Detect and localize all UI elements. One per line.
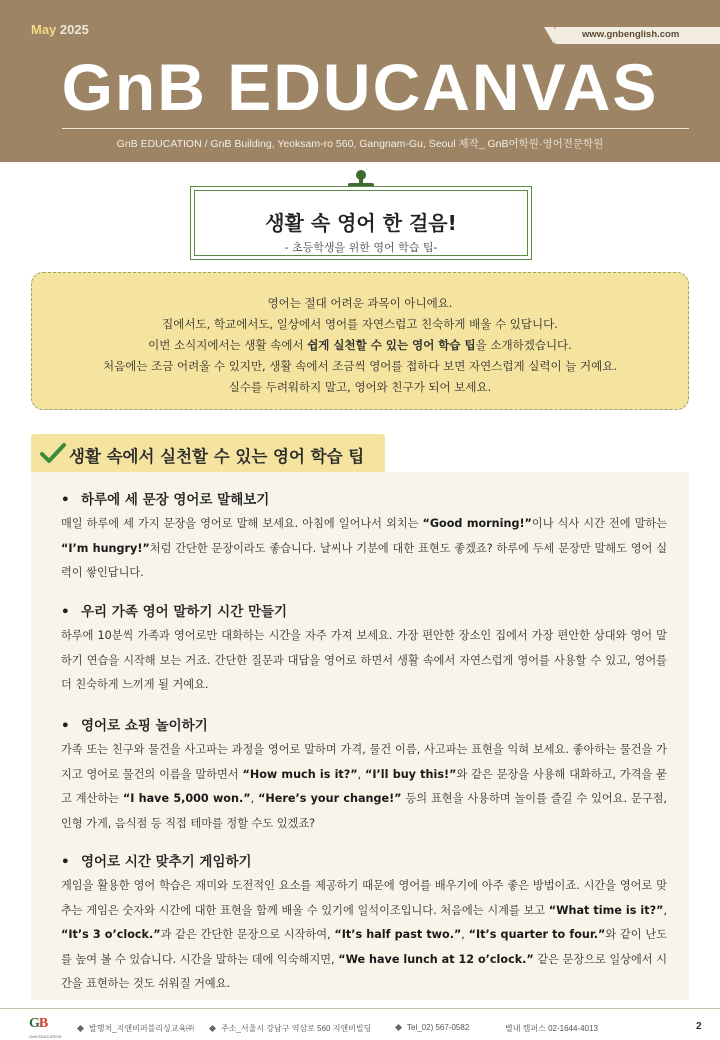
article-subtitle: - 초등학생을 위한 영어 학습 팁-	[284, 241, 438, 254]
diamond-icon	[77, 1025, 84, 1032]
tip-title: • 우리 가족 영어 말하기 시간 만들기	[61, 604, 288, 620]
footer-publisher: 발행처_지앤비퍼블리싱교육㈜	[78, 1023, 194, 1034]
newsletter-title: GnB EDUCANVAS	[61, 50, 659, 124]
publisher-info: GnB EDUCATION / GnB Building, Yeoksam-ro 560, Gangnam-Gu, Seoul 제작_ GnB어학원·영어전문학원	[116, 138, 604, 150]
tip-title: • 영어로 시간 맞추기 게임하기	[61, 854, 252, 870]
page-number: 2	[696, 1021, 702, 1032]
gnb-logo: GB	[29, 1016, 48, 1031]
tip-title: • 하루에 세 문장 영어로 말해보기	[61, 492, 270, 508]
section-title: 생활 속에서 실천할 수 있는 영어 학습 팁	[69, 447, 365, 466]
intro-line: 실수를 두려워하지 말고, 영어와 친구가 되어 보세요.	[228, 380, 492, 394]
intro-line: 집에서도, 학교에서도, 일상에서 영어를 자연스럽고 친숙하게 배울 수 있답니다.	[162, 317, 558, 331]
footer-campus: 별내 캠퍼스 02-1644-4013	[505, 1024, 598, 1033]
logo-caption: GnB EDUCATION	[29, 1034, 62, 1039]
tip-item	[61, 850, 667, 997]
tip-body: 게임을 활용한 영어 학습은 재미와 도전적인 요소를 제공하기 때문에 영어를 배우기에 아주 좋은 방법이죠. 시간을 영어로 맞추는 게임은 숫자와 시간에 대한 표현을 함께 배울 수 있기에 일석이조입니다. 처음에는 시계를 보고 “What time is it?”, “It’s 3 o’clock.”과 같은 간단한 문장으로 시작하여, “It’s half past two.”, “It’s quarter to four.”와 같이 난도를 높여 볼 수 있습니다. 시간을 말하는 데에 익숙해지면, “We have lunch at 12 o’clock.” 같은 문장으로 일상에서 시간을 표현하는 것도 쉬워질 거예요.	[61, 879, 668, 990]
diamond-icon	[209, 1025, 216, 1032]
tip-body: 하루에 10분씩 가족과 영어로만 대화하는 시간을 자주 가져 보세요. 가장 편안한 장소인 집에서 가장 편안한 상대와 영어 말하기 연습을 시작해 보는 거죠. 간단한 질문과 대답을 영어로 하면서 생활 속에서 자연스럽게 영어를 사용할 수 있고, 영어를 더 친숙하게 느끼게 될 거예요.	[61, 629, 667, 691]
header-divider	[62, 128, 689, 129]
masthead-header	[0, 0, 720, 162]
title-inner-frame	[194, 190, 528, 256]
tip-body: 가족 또는 친구와 물건을 사고파는 과정을 영어로 말하며 가격, 물건 이름, 사고파는 표현을 익혀 보세요. 좋아하는 물건을 가지고 영어로 물건의 이름을 말하면서 “How much is it?”, “I’ll buy this!”와 같은 문장을 사용해 대화하고, 가격을 묻고 계산하는 “I have 5,000 won.”, “Here’s your change!” 등의 표현을 사용하며 놀이를 즐길 수 있어요. 문구점, 인형 가게, 음식점 등 직접 테마를 정할 수도 있겠죠?	[61, 743, 667, 830]
tip-item	[61, 600, 667, 698]
issue-month: May	[31, 22, 57, 37]
article-title-box	[190, 186, 532, 260]
intro-line: 이번 소식지에서는 생활 속에서 쉽게 실천할 수 있는 영어 학습 팁을 소개하겠습니다.	[148, 338, 572, 352]
section-header	[31, 434, 385, 472]
tips-content	[31, 472, 689, 1000]
issue-date	[31, 22, 89, 37]
intro-emphasis: 쉽게 실천할 수 있는 영어 학습 팁	[307, 338, 476, 352]
diamond-icon	[395, 1024, 402, 1031]
tip-body: 매일 하루에 세 가지 문장을 영어로 말해 보세요. 아침에 일어나서 외치는 “Good morning!”이나 식사 시간 전에 말하는 “I’m hungry!”처럼 간단한 문장이라도 좋습니다. 날씨나 기분에 대한 표현도 좋겠죠? 하루에 두세 문장만 말해도 영어 실력이 쌓인답니다.	[61, 517, 668, 579]
tip-item	[61, 488, 667, 586]
article-title: 생활 속 영어 한 걸음!	[265, 211, 457, 235]
footer-divider	[0, 1008, 720, 1009]
issue-year: 2025	[59, 22, 89, 37]
footer-address: 주소_서울시 강남구 역삼로 560 지앤비빌딩	[210, 1023, 371, 1034]
check-icon	[40, 442, 66, 464]
intro-line: 처음에는 조금 어려울 수 있지만, 생활 속에서 조금씩 영어를 접하다 보면 자연스럽게 실력이 늘 거예요.	[103, 359, 617, 373]
tip-title: • 영어로 쇼핑 놀이하기	[61, 718, 208, 734]
tip-item	[61, 714, 667, 836]
website-badge	[554, 27, 720, 44]
website-url[interactable]: www.gnbenglish.com	[582, 29, 680, 40]
intro-box	[31, 272, 689, 410]
intro-line: 영어는 절대 어려운 과목이 아니에요.	[267, 296, 453, 310]
footer	[0, 1014, 720, 1040]
footer-phone: Tel_02) 567-0582	[396, 1023, 469, 1032]
